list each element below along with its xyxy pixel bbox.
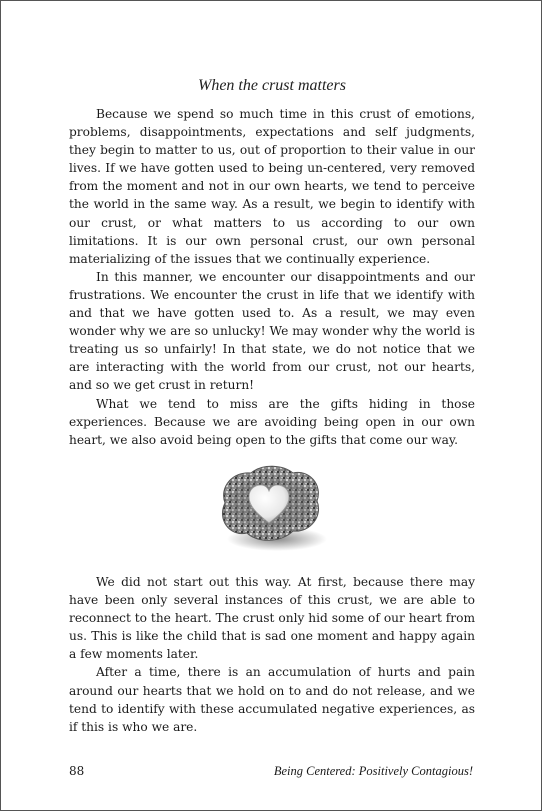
- crusted-heart-icon: [211, 459, 329, 555]
- body-text-bottom: [69, 573, 475, 736]
- paragraph: After a time, there is an accumulation of hurts and pain around our hearts that we hold on to and do not release, and we tend to identify with these accumulated negative experiences, as if this is who we are.: [69, 665, 475, 734]
- section-heading: When the crust matters: [198, 77, 346, 94]
- paragraph: Because we spend so much time in this crust of emotions, problems, disappointments, expectations and self judgments, they begin to matter to us, out of proportion to their value in our lives. If we have gotten used to being un-centered, very removed from the moment and not in our own hearts, we tend to perceive the world in the same way. As a result, we begin to identify with our crust, or what matters to us according to our own limitations. It is our own personal crust, our own personal materializing of the issues that we continually experience.: [69, 107, 475, 266]
- running-footer-title: Being Centered: Positively Contagious!: [273, 764, 473, 778]
- paragraph: In this manner, we encounter our disappointments and our frustrations. We encounter the crust in life that we identify with and that we have gotten used to. As a result, we may even wonder why we are so unlucky! We may wonder why the world is treating us so unfairly! In that state, we do not notice that we are interacting with the world from our crust, not our hearts, and so we get crust in return!: [69, 269, 475, 393]
- page-number: 88: [69, 764, 85, 778]
- paragraph: What we tend to miss are the gifts hiding in those experiences. Because we are avoiding being open in our own heart, we also avoid being open to the gifts that come our way.: [69, 396, 475, 447]
- paragraph: We did not start out this way. At first, because there may have been only several instances of this crust, we are able to reconnect to the heart. The crust only hid some of our heart from us. This is like the child that is sad one moment and happy again a few moments later.: [69, 575, 475, 662]
- body-text-top: [69, 105, 475, 449]
